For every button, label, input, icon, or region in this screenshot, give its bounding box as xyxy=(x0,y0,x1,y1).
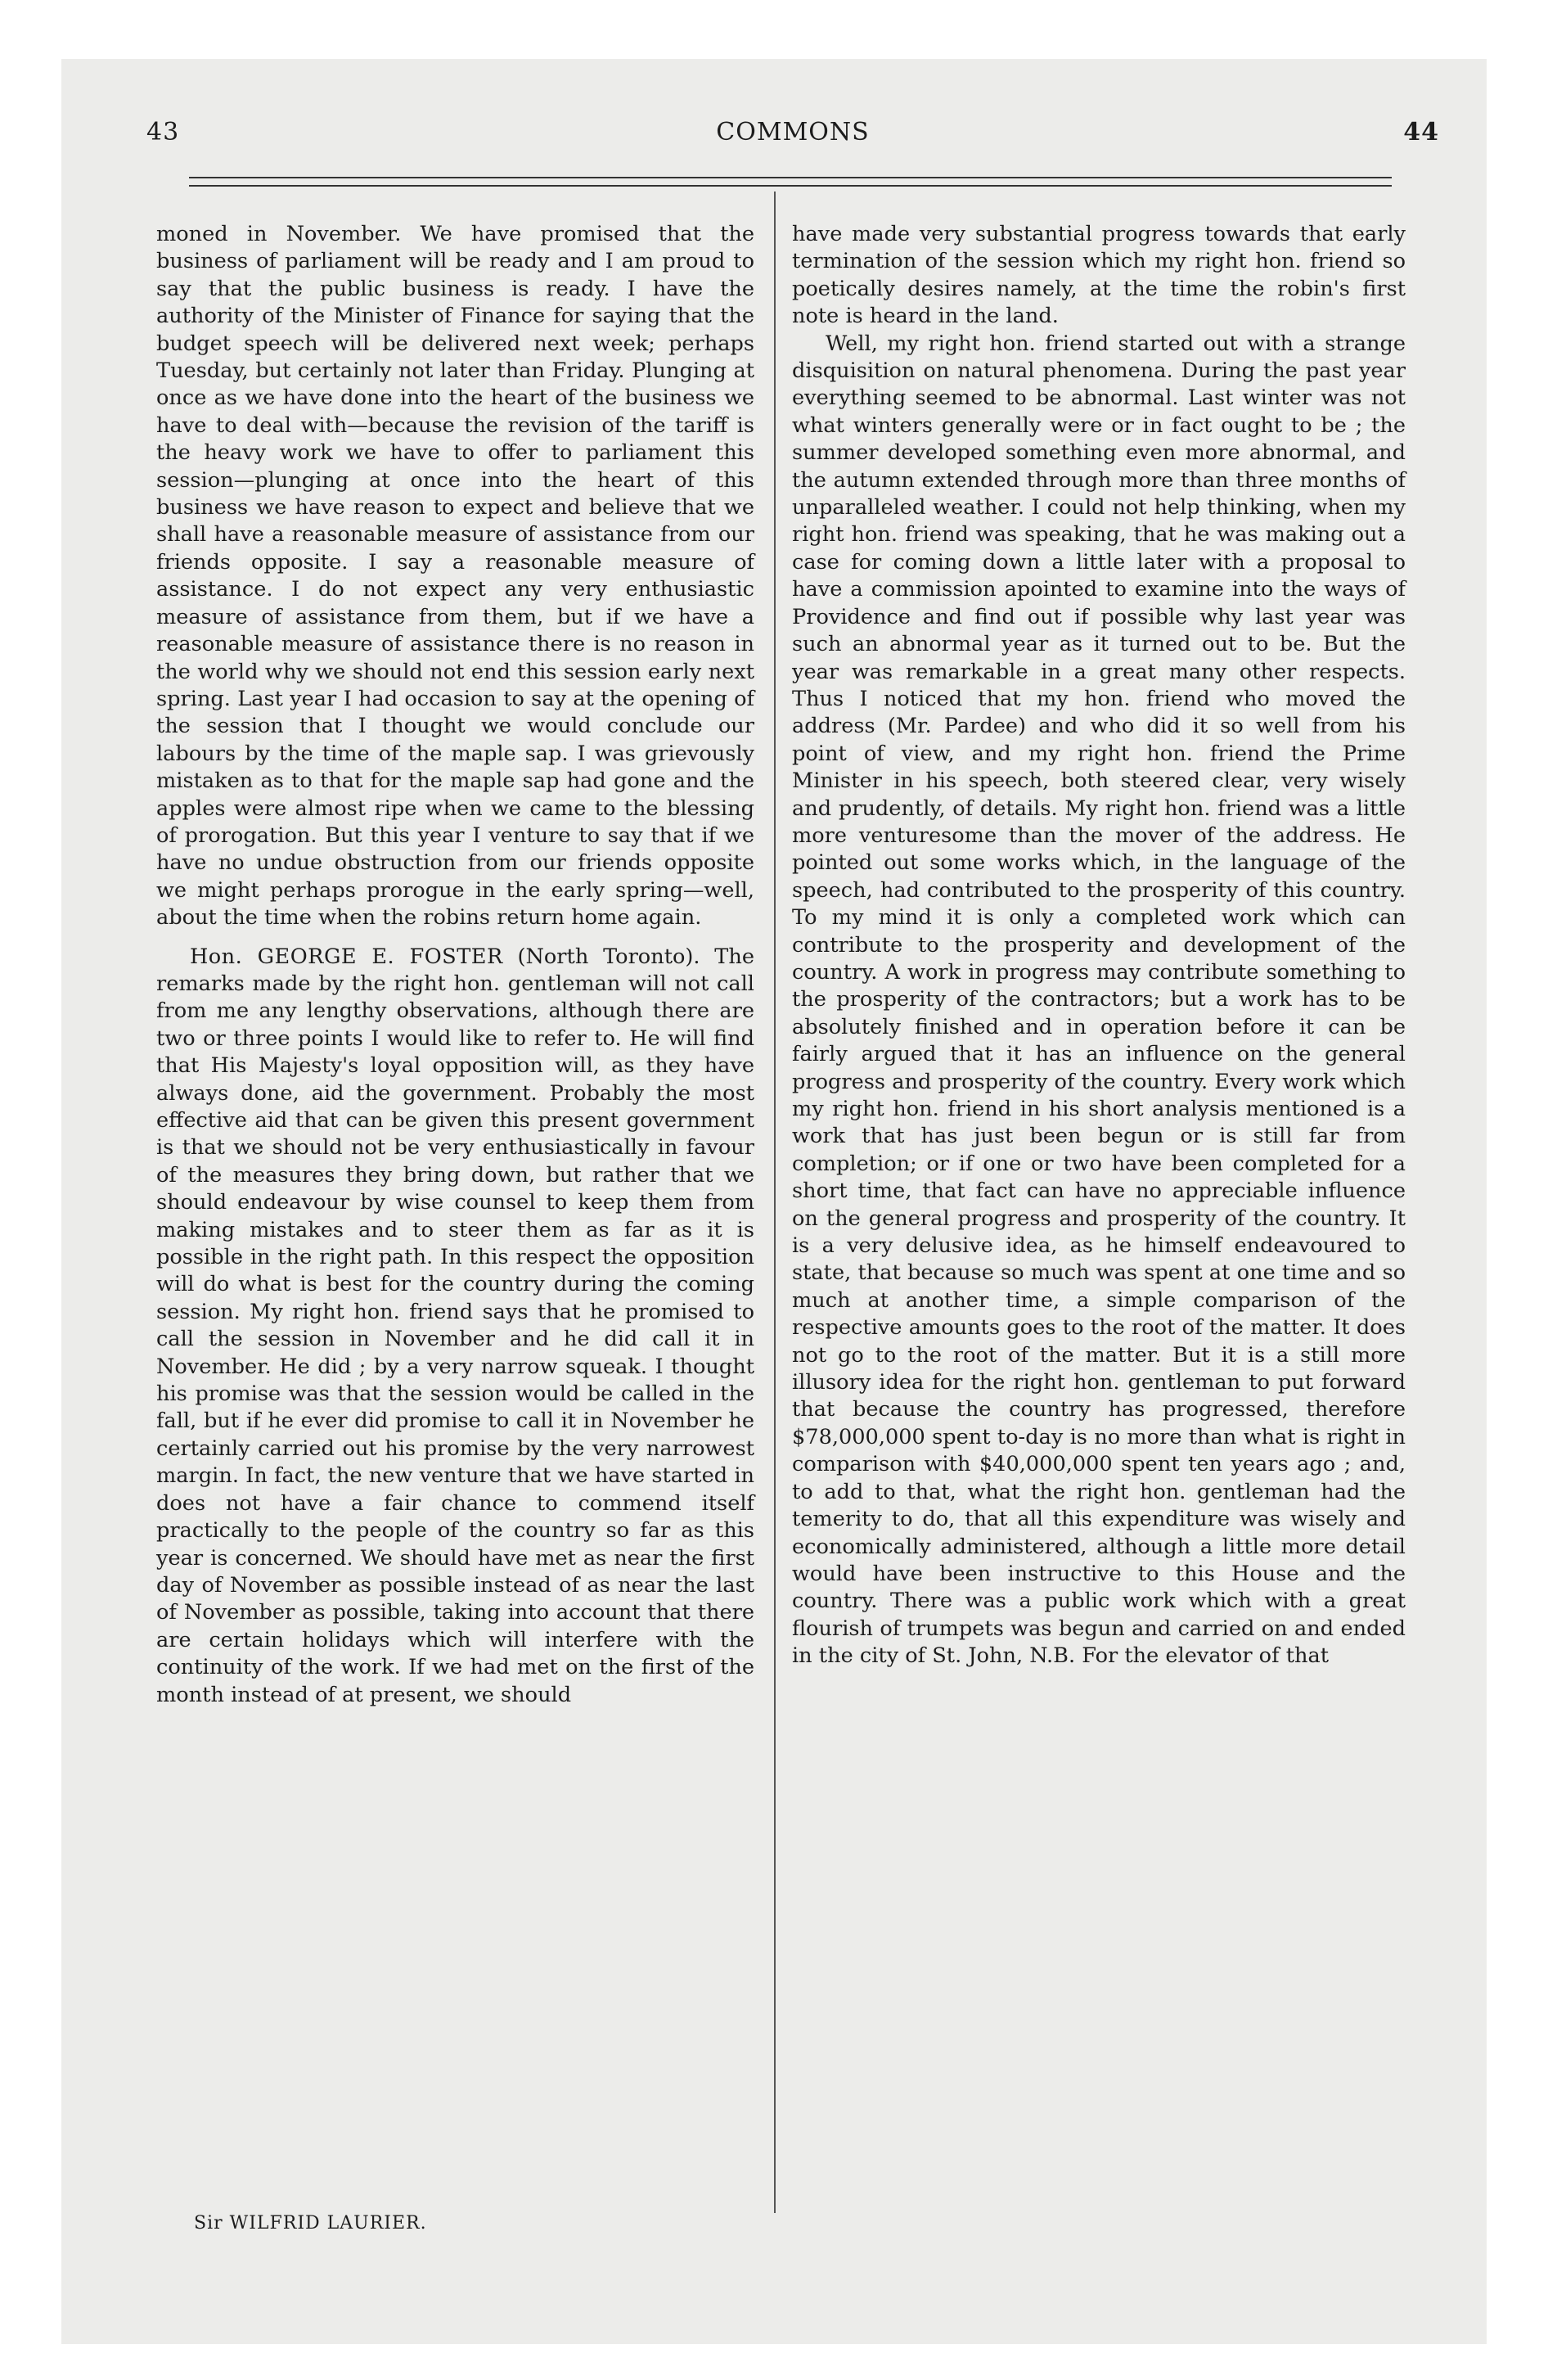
right-column xyxy=(792,221,1406,1670)
running-title: COMMONS xyxy=(716,118,870,146)
footer-catchline: Sir WILFRID LAURIER. xyxy=(194,2213,427,2234)
left-column xyxy=(156,221,754,1709)
column-divider xyxy=(774,192,776,2213)
left-paragraph-1: moned in November. We have promised that the business of parliament will be ready and I am proud to say that the public business is ready. I have the authority of the Minister of Finance for saying that the budget speech will be delivered next week; perhaps Tuesday, but certainly not later than Friday. Plunging at once as we have done into the heart of the business we have to deal with—because the revision of the tariff is the heavy work we have to offer to parliament this session—plunging at once into the heart of this business we have reason to expect and believe that we shall have a reasonable measure of assistance from our friends opposite. I say a reasonable measure of assistance. I do not expect any very enthusiastic measure of assistance from them, but if we have a reasonable measure of assistance there is no reason in the world why we should not end this session early next spring. Last year I had occasion to say at the opening of the session that I thought we would conclude our labours by the time of the maple sap. I was grievously mistaken as to that for the maple sap had gone and the apples were almost ripe when we came to the blessing of prorogation. But this year I venture to say that if we have no undue obstruction from our friends opposite we might perhaps prorogue in the early spring—well, about the time when the robins return home again. xyxy=(156,222,754,931)
header-rule-top xyxy=(189,177,1392,178)
header-rule-bottom xyxy=(189,185,1392,187)
hansard-page xyxy=(142,100,1444,2310)
page-number-left: 43 xyxy=(146,118,180,146)
right-paragraph-2: Well, my right hon. friend started out with a strange disquisition on natural phenomena. During the past year everything seemed to be abnormal. Last winter was not what winters generally were or in fact ought to be ; the summer developed something even more abnormal, and the autumn extended through more than three months of unparalleled weather. I could not help thinking, when my right hon. friend was speaking, that he was making out a case for coming down a little later with a proposal to have a commission apointed to examine into the ways of Providence and find out if possible why last year was such an abnormal year as it turned out to be. But the year was remarkable in a great many other respects. Thus I noticed that my hon. friend who moved the address (Mr. Pardee) and who did it so well from his point of view, and my right hon. friend the Prime Minister in his speech, both steered clear, very wisely and prudently, of details. My right hon. friend was a little more venturesome than the mover of the address. He pointed out some works which, in the language of the speech, had contributed to the prosperity of this country. To my mind it is only a completed work which can contribute to the prosperity and development of the country. A work in progress may contribute something to the prosperity of the contractors; but a work has to be absolutely finished and in operation before it can be fairly argued that it has an influence on the general progress and prosperity of the country. Every work which my right hon. friend in his short analysis mentioned is a work that has just been begun or is still far from completion; or if one or two have been completed for a short time, that fact can have no appreciable influence on the general progress and prosperity of the country. It is a very delusive idea, as he himself endeavoured to state, that because so much was spent at one time and so much at another time, a simple comparison of the respective amounts goes to the root of the matter. It does not go to the root of the matter. But it is a still more illusory idea for the right hon. gentleman to put forward that because the country has progressed, therefore $78,000,000 spent to-day is no more than what is right in comparison with $40,000,000 spent ten years ago ; and, to add to that, what the right hon. gentleman had the temerity to do, that all this expenditure was wisely and economically administered, although a little more detail would have been instructive to this House and the country. There was a public work which with a great flourish of trumpets was begun and carried on and ended in the city of St. John, N.B. For the elevator of that xyxy=(792,331,1406,1669)
left-paragraph-2 xyxy=(156,944,754,1709)
page-number-right: 44 xyxy=(1403,118,1439,146)
left-paragraph-2-text: (North Toronto). The remarks made by the right hon. gentleman will not call from me any lengthy observations, although there are two or three points I would like to refer to. He will find that His Majesty's loyal opposition will, as they have always done, aid the government. Probably the most effective aid that can be given this present government is that we should not be very enthusiastically in favour of the measures they bring down, but rather that we should endeavour by wise counsel to keep them from making mistakes and to steer them as far as it is possible in the right path. In this respect the opposition will do what is best for the country during the coming session. My right hon. friend says that he promised to call the session in November and he did call it in November. He did ; by a very narrow squeak. I thought his promise was that the session would be called in the fall, but if he ever did promise to call it in November he certainly carried out his promise by the very narrowest margin. In fact, the new venture that we have started in does not have a fair chance to commend itself practically to the people of the country so far as this year is concerned. We should have met as near the first day of November as possible instead of as near the last of November as possible, taking into account that there are certain holidays which will interfere with the continuity of the work. If we had met on the first of the month instead of at present, we should xyxy=(156,944,754,1707)
page-header xyxy=(142,118,1444,151)
speaker-name: Hon. GEORGE E. FOSTER xyxy=(189,944,503,969)
right-paragraph-1: have made very substantial progress towards that early termination of the session which my right hon. friend so poetically desires namely, at the time the robin's first note is heard in the land. xyxy=(792,222,1406,329)
